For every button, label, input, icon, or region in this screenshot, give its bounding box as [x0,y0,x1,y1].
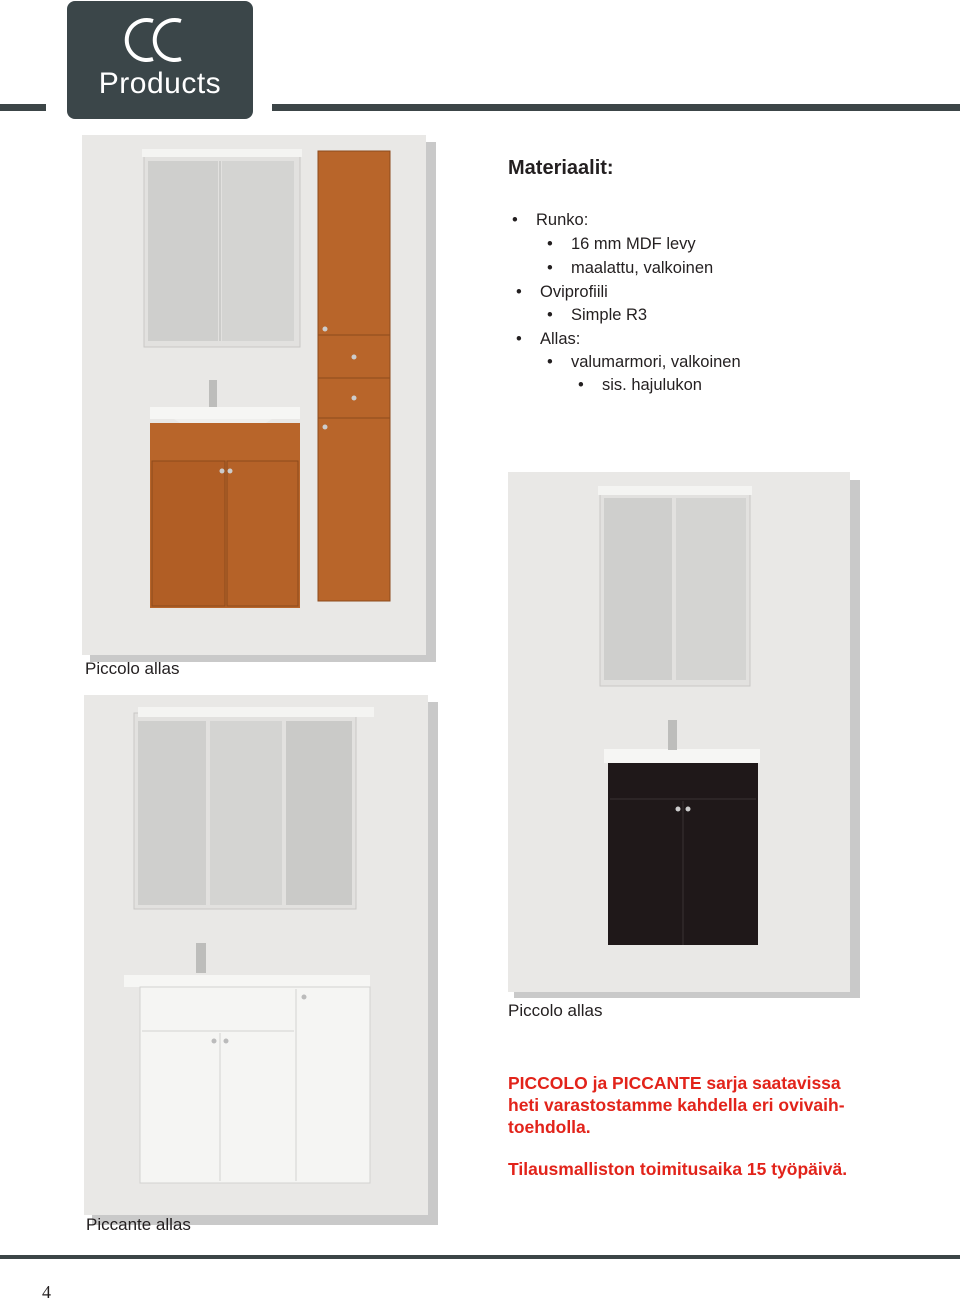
promo-line: heti varastostamme kahdella eri ovivaih- [508,1095,845,1115]
delivery-time: Tilausmalliston toimitusaika 15 työpäivä. [508,1159,848,1179]
promo-line: toehdolla. [508,1117,591,1137]
brand-logo [67,1,253,119]
materials-title: Materiaalit: [508,157,614,179]
footer-rule [0,1255,960,1259]
header-rule-left [0,104,46,111]
header-rule-right [272,104,960,111]
list-item: • Oviprofiili [516,283,608,301]
photo-caption: Piccolo allas [508,1001,603,1020]
photo-shadow [428,702,438,1225]
list-item: • sis. hajulukon [578,376,702,394]
product-photo-piccante [84,695,428,1215]
page-number: 4 [42,1282,51,1302]
list-item: • valumarmori, valkoinen [547,353,741,371]
promo-line: PICCOLO ja PICCANTE sarja saatavissa [508,1073,841,1093]
list-item: • Simple R3 [547,306,648,324]
product-photo-piccolo-wood [82,135,426,655]
photo-caption: Piccante allas [86,1215,191,1234]
list-item: • Runko: [512,211,589,229]
product-photo-piccolo-black [508,472,850,992]
photo-caption: Piccolo allas [85,659,180,678]
list-item: • maalattu, valkoinen [547,259,714,277]
brand-wordmark: Products [98,67,222,100]
list-item: • Allas: [516,330,581,348]
photo-shadow [850,480,860,998]
list-item: • 16 mm MDF levy [547,235,696,253]
promo-text [508,1072,908,1180]
cc-logo-icon [123,15,197,65]
photo-shadow [426,142,436,662]
